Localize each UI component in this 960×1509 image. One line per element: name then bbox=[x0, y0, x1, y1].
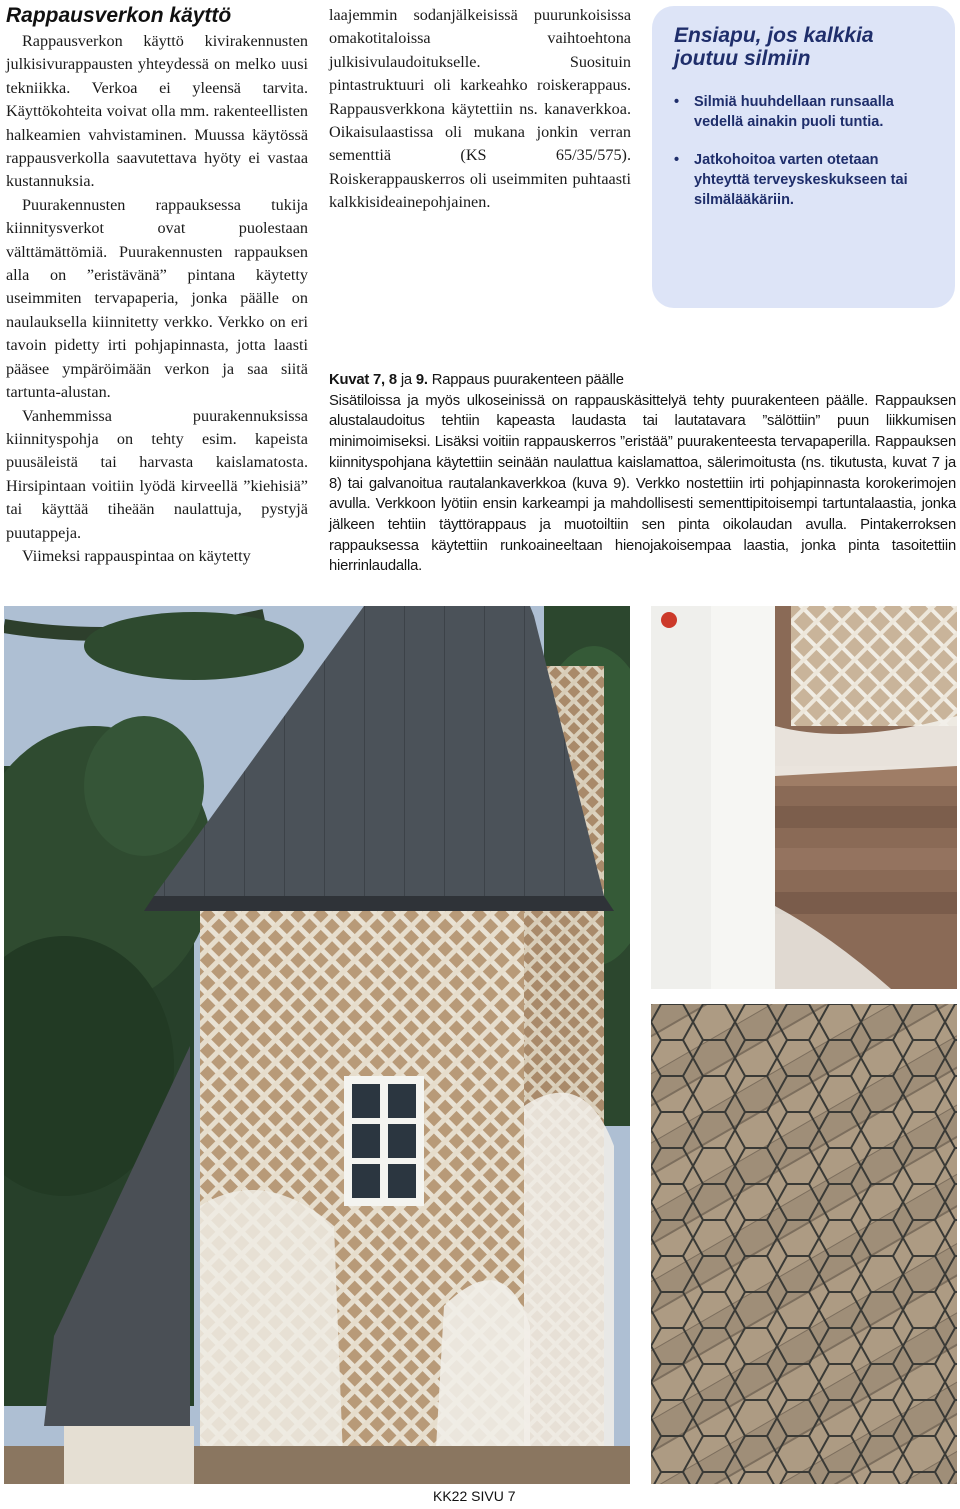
church-wall-illustration bbox=[4, 606, 630, 1484]
first-aid-item-text: Silmiä huuhdellaan runsaalla vedellä ainakin puoli tuntia. bbox=[694, 94, 894, 130]
caption-label-and: ja bbox=[396, 372, 416, 388]
paragraph-1: Rappausverkon käyttö kivirakennusten julkisivurappausten yhteydessä on melko uusi tekniikka. Verkoa ei yleensä tarvita. Käyttökohteita voivat olla mm. rakenteellisten halkeamien vahvistaminen. Muussa käytössä rappausverkolla saavutettava hyöty ei vastaa kustannuksia. bbox=[6, 32, 308, 191]
paragraph-continued: laajemmin sodanjälkeisissä puurunkoisissa omakotitaloissa vaihtoehtona julkisivulaudoitukselle. Suosituin pintastruktuuri oli karkeahko roiskerappaus. Rappausverkkona käytettiin ns. kanaverkkoa. Oikaisulaastissa oli mukana jonkin verran sementtiä (KS 65/35/575). Roiskerappauskerros oli useimmiten puhtaasti kalkkisideainepohjainen. bbox=[329, 6, 631, 212]
caption-title: Rappaus puurakenteen päälle bbox=[427, 372, 624, 388]
middle-column bbox=[329, 4, 631, 215]
bullet-icon: • bbox=[674, 152, 680, 168]
paragraph-2: Puurakennusten rappauksessa tukija kiinnitysverkot ovat puolestaan välttämättömiä. Puurakennusten rappauksen alla on ”eristävänä” pintana käytetty useimmiten tervapaperia, jonka päälle on naulauksella kiinnitetty verkko. Verkko on eri tavoin pidetty irti pohjapinnasta, jotta laasti pääsee ympäröimään verkon ja saa siitä tartunta-alustan. bbox=[6, 195, 308, 402]
photo-8 bbox=[651, 606, 957, 989]
first-aid-box bbox=[652, 6, 955, 308]
first-aid-title-line2: joutuu silmiin bbox=[674, 47, 811, 70]
wall-corner-illustration bbox=[651, 606, 957, 989]
caption-label-figure9: 9. bbox=[415, 372, 428, 388]
caption-label-figures: Kuvat 7, 8 bbox=[329, 372, 397, 388]
bullet-icon: • bbox=[674, 94, 680, 110]
mesh-illustration bbox=[651, 1004, 957, 1484]
first-aid-item bbox=[674, 150, 935, 210]
figure-caption bbox=[329, 370, 956, 577]
caption-label-line bbox=[329, 370, 956, 391]
first-aid-title bbox=[674, 24, 935, 70]
first-aid-item-text: Jatkohoitoa varten otetaan yhteyttä terveyskeskukseen tai silmälääkäriin. bbox=[694, 152, 908, 208]
photo-9 bbox=[651, 1004, 957, 1484]
page-footer: KK22 SIVU 7 bbox=[433, 1488, 516, 1504]
photo-7 bbox=[4, 606, 630, 1484]
paragraph-4: Viimeksi rappauspintaa on käytetty bbox=[22, 546, 251, 565]
first-aid-item bbox=[674, 92, 935, 132]
caption-body: Sisätiloissa ja myös ulkoseinissä on rappauskäsittelyä tehty puurakenteen päälle. Rappauksen alustalaudoitus tehtiin kapeasta laudasta tai lautatavara ”sälöttiin” puun liikkumisen minimoimiseksi. Lisäksi voitiin rappauskerros ”eristää” puurakenteesta tervapaperilla. Rappauksen kiinnityspohjana käytettiin seinään naulattua kaislamattoa, sälerimoitusta (ns. tikutusta, kuvat 7 ja 8) tai galvanoitua rautalankaverkkoa (kuva 9). Verkko nostettiin irti pohjapinnasta korokerimojen avulla. Verkkoon lyötiin ensin karkeampi ja mahdollisesti sementtipitoisempi tartuntalaastia, jonka jälkeen tehtiin täyttörappaus ja muotoiltiin sen pinta oikolaudan avulla. Pintakerroksen rappauksessa käytettiin runkoaineeltaan hienojakoisempaa laastia, jonka pinta tasoitettiin hierrinlaudalla. bbox=[329, 392, 956, 575]
left-column bbox=[6, 4, 308, 568]
first-aid-list bbox=[674, 92, 935, 210]
paragraph-3: Vanhemmissa puurakennuksissa kiinnityspohja on tehty esim. kapeista puusäleistä tai harvasta kaislamatosta. Hirsipintaan voitiin lyödä kirveellä ”kiehisiä” tai käyttää tiheään naulattuja, pystyjä puutappeja. bbox=[6, 406, 308, 542]
section-heading: Rappausverkon käyttö bbox=[6, 4, 232, 27]
first-aid-title-line1: Ensiapu, jos kalkkia bbox=[674, 24, 874, 47]
